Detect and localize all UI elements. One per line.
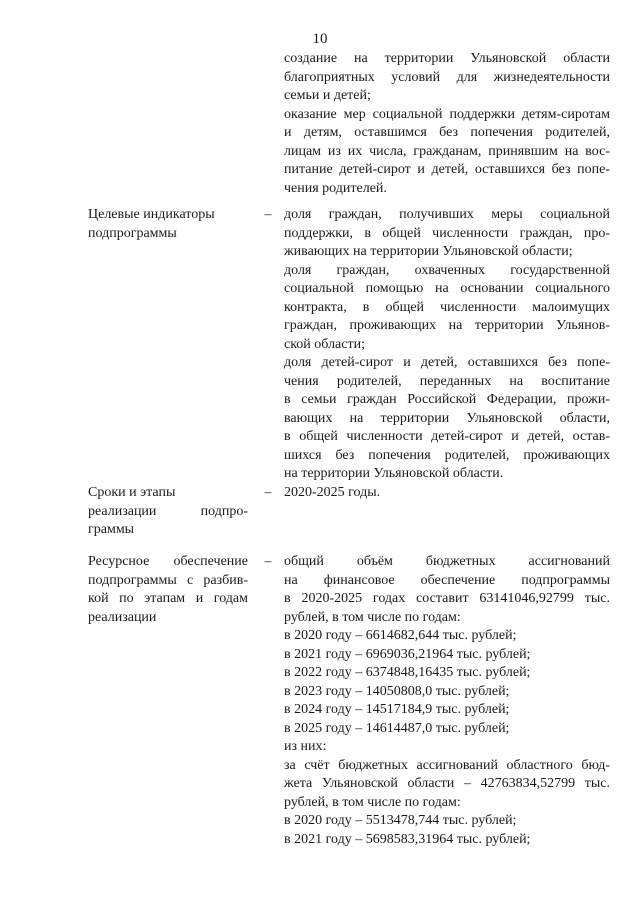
text-line: благоприятных условий для жизнедеятельности (284, 69, 610, 85)
text-line: за счёт бюджетных ассигнований областного бюд- (284, 757, 610, 773)
text-line: в 2022 году – 6374848,16435 тыс. рублей; (284, 665, 531, 680)
text-line: доля граждан, получивших меры социальной (284, 207, 610, 222)
section-dash: – (264, 207, 272, 222)
text-line: на территории Ульяновской области. (284, 466, 504, 481)
text-line: рублей, в том числе по годам: (284, 794, 461, 810)
text-line: в 2023 году – 14050808,0 тыс. рублей; (284, 683, 510, 699)
label-line: Сроки и этапы (88, 485, 176, 500)
section-content (284, 553, 610, 849)
text-line: семьи и детей; (284, 88, 371, 103)
text-line: доля граждан, охваченных государственной (284, 262, 610, 278)
text-line: в 2020 году – 6614682,644 тыс. рублей; (284, 628, 517, 643)
text-line: поддержки, в общей численности граждан, про- (284, 225, 610, 241)
text-line: питание детей-сирот и детей, оставшихся без попе- (284, 162, 610, 177)
label-line: граммы (88, 522, 135, 537)
text-line: в 2021 году – 6969036,21964 тыс. рублей; (284, 646, 531, 662)
label-line: подпрограммы с разбив- (88, 572, 248, 588)
text-line: шихся без попечения родителей, проживающих (284, 447, 610, 463)
label-line: Целевые индикаторы (88, 207, 215, 222)
label-line: реализации подпро- (88, 503, 248, 519)
section-content (284, 206, 610, 484)
text-line: и детям, оставшимся без попечения родителей, (284, 125, 610, 140)
text-line: жета Ульяновской области – 42763834,52799 тыс. (284, 776, 610, 791)
text-line: ской области; (284, 336, 365, 352)
section-dash: – (264, 485, 272, 500)
label-line: реализации (88, 609, 157, 625)
text-line: в 2024 году – 14517184,9 тыс. рублей; (284, 702, 510, 717)
text-line: чения родителей. (284, 180, 387, 196)
label-line: Ресурсное обеспечение (88, 554, 248, 569)
text-line: контракта, в общей численности малоимущих (284, 299, 610, 315)
section-label (88, 484, 248, 540)
section-dash: – (264, 554, 272, 569)
text-line: социальной помощью на основании социального (284, 281, 610, 296)
text-line: в 2020-2025 годах составит 63141046,92799 тыс. (284, 591, 610, 606)
text-line: общий объём бюджетных ассигнований (284, 554, 610, 569)
section-label (88, 553, 248, 627)
text-line: в 2020 году – 5513478,744 тыс. рублей; (284, 813, 517, 828)
text-line: чения родителей, переданных на воспитание (284, 373, 610, 389)
text-line: лицам из их числа, гражданам, принявшим на вос- (284, 143, 610, 159)
text-line: на финансовое обеспечение подпрограммы (284, 572, 610, 588)
text-line: в 2021 году – 5698583,31964 тыс. рублей; (284, 831, 531, 847)
text-line: из них: (284, 739, 327, 754)
text-line: в 2025 году – 14614487,0 тыс. рублей; (284, 720, 510, 736)
text-line: в общей численности детей-сирот и детей, остав- (284, 429, 610, 444)
continuation-text (284, 50, 610, 198)
section-content (284, 484, 610, 503)
text-line: живающих на территории Ульяновской области; (284, 244, 573, 259)
text-line: 2020-2025 годы. (284, 485, 381, 500)
page-number: 10 (312, 31, 328, 47)
text-line: доля детей-сирот и детей, оставшихся без попе- (284, 355, 610, 370)
text-line: оказание мер социальной поддержки детям-сиротам (284, 106, 610, 122)
text-line: граждан, проживающих на территории Ульянов- (284, 318, 610, 333)
text-line: рублей, в том числе по годам: (284, 609, 461, 625)
text-line: вающих на территории Ульяновской области, (284, 410, 610, 426)
text-line: в семьи граждан Российской Федерации, прожи- (284, 392, 610, 407)
text-line: создание на территории Ульяновской области (284, 51, 610, 66)
label-line: кой по этапам и годам (88, 591, 248, 606)
label-line: подпрограммы (88, 225, 177, 241)
section-label (88, 206, 248, 243)
